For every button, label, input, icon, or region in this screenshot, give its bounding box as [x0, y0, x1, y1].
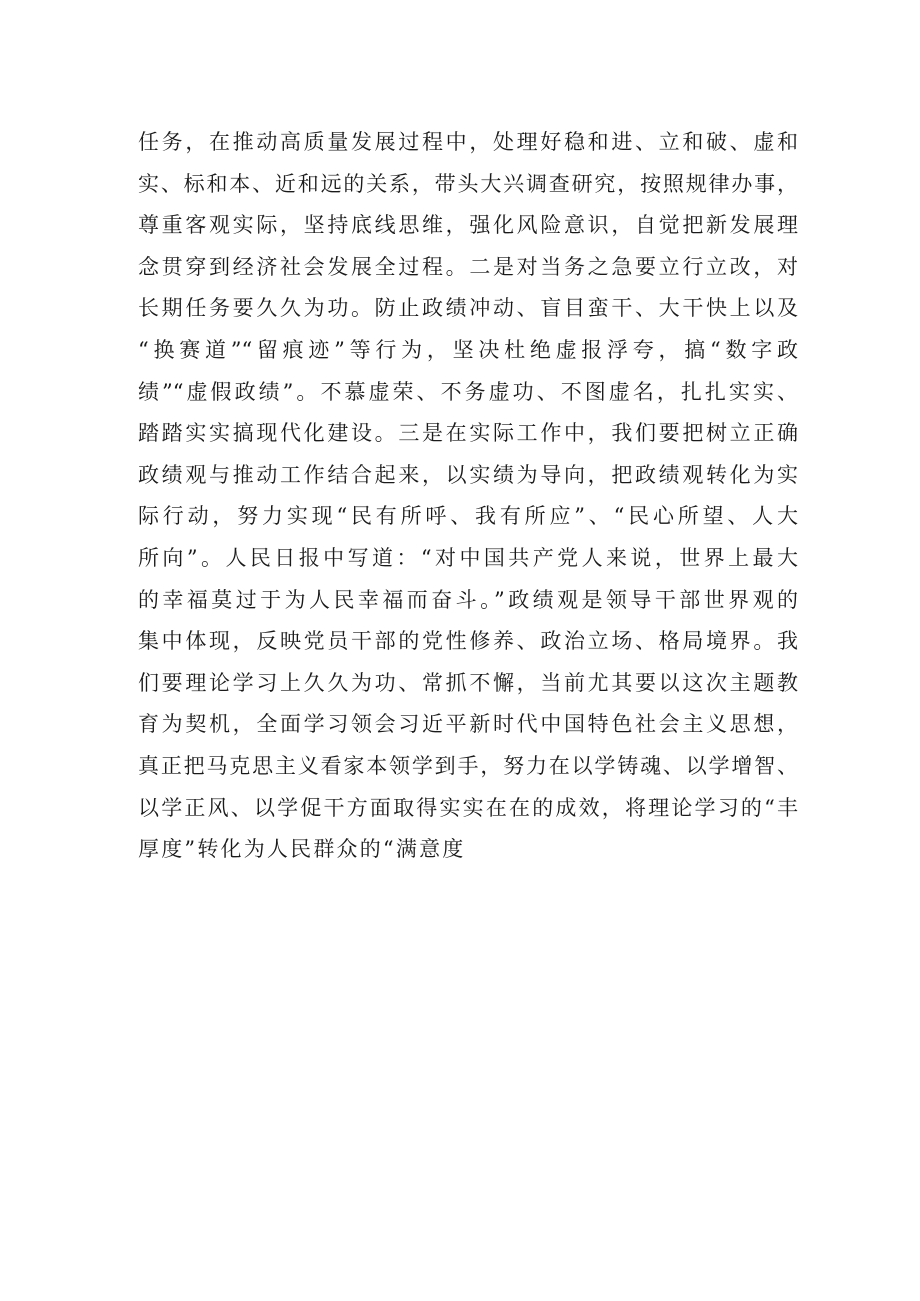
text-line: 集中体现，反映党员干部的党性修养、政治立场、格局境界。我 [138, 629, 798, 654]
text-line: 实、标和本、近和远的关系，带头大兴调查研究，按照规律办事， [138, 171, 798, 196]
text-line: 踏踏实实搞现代化建设。三是在实际工作中，我们要把树立正确 [138, 421, 798, 446]
text-line: “换赛道”“留痕迹”等行为，坚决杜绝虚报浮夸，搞“数字政 [138, 337, 798, 362]
text-line: 们要理论学习上久久为功、常抓不懈，当前尤其要以这次主题教 [138, 670, 798, 695]
text-line: 育为契机，全面学习领会习近平新时代中国特色社会主义思想， [138, 712, 798, 737]
text-line: 尊重客观实际，坚持底线思维，强化风险意识，自觉把新发展理 [138, 213, 798, 238]
text-line: 的幸福莫过于为人民幸福而奋斗。”政绩观是领导干部世界观的 [138, 587, 798, 612]
text-line: 念贯穿到经济社会发展全过程。二是对当务之急要立行立改，对 [138, 254, 798, 279]
body-paragraph [138, 122, 798, 871]
text-line: 绩”“虚假政绩”。不慕虚荣、不务虚功、不图虚名，扎扎实实、 [138, 379, 798, 404]
text-line: 长期任务要久久为功。防止政绩冲动、盲目蛮干、大干快上以及 [138, 296, 798, 321]
text-line: 任务，在推动高质量发展过程中，处理好稳和进、立和破、虚和 [138, 130, 798, 154]
text-line: 际行动，努力实现“民有所呼、我有所应”、“民心所望、人大 [138, 504, 798, 529]
text-line: 以学正风、以学促干方面取得实实在在的成效，将理论学习的“丰 [138, 795, 798, 820]
text-line: 政绩观与推动工作结合起来，以实绩为导向，把政绩观转化为实 [138, 462, 798, 487]
text-line-last: 厚度”转化为人民群众的“满意度 [138, 837, 466, 862]
text-line: 所向”。人民日报中写道：“对中国共产党人来说，世界上最大 [138, 545, 798, 570]
text-line: 真正把马克思主义看家本领学到手，努力在以学铸魂、以学增智、 [138, 753, 798, 778]
